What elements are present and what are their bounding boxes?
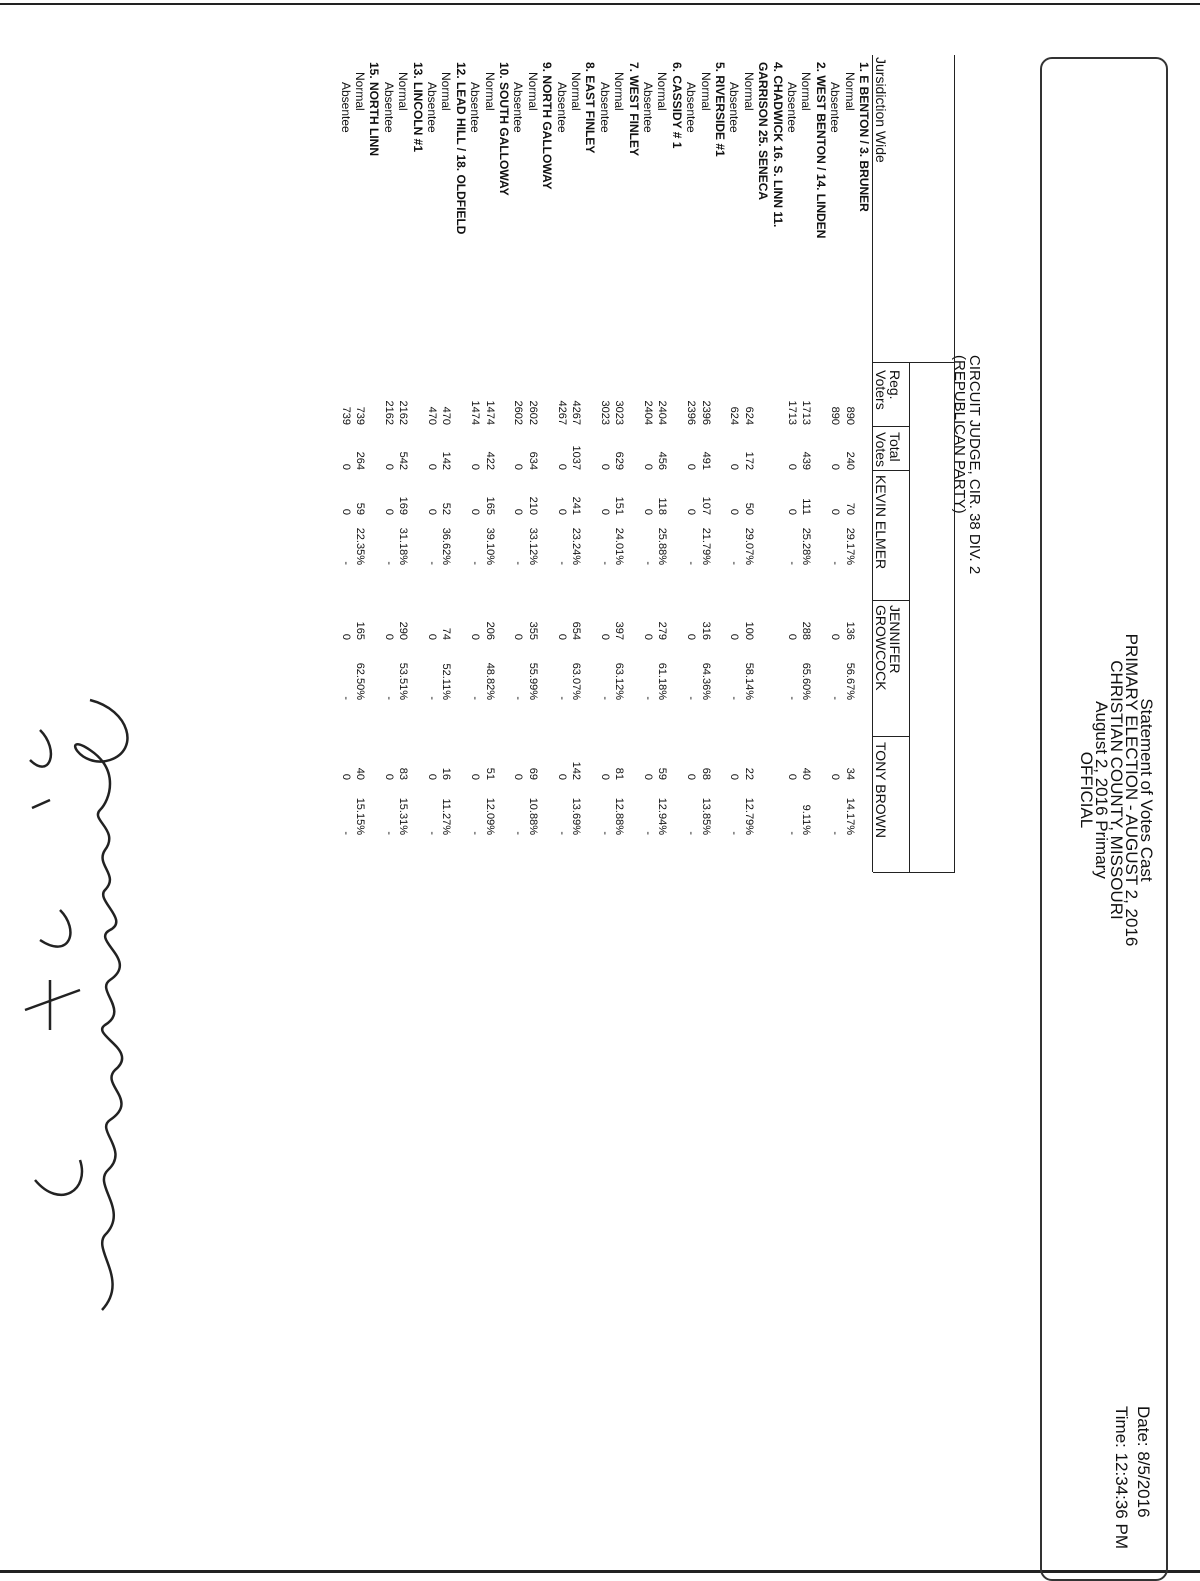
table-cell: 0 xyxy=(469,633,482,640)
vote-type-label: Normal xyxy=(439,72,454,111)
table-cell: 15.15% xyxy=(354,797,366,835)
table-cell: 0 xyxy=(685,633,698,640)
table-cell: 9.11% xyxy=(800,804,813,835)
table-cell: 51 xyxy=(483,767,496,780)
candidate-tony-brown-header: TONY BROWN xyxy=(873,742,889,838)
reg-voters-header xyxy=(874,370,902,410)
header-divider-1 xyxy=(873,426,910,427)
table-cell: 69 xyxy=(526,767,539,780)
table-cell: 22 xyxy=(742,767,755,780)
vote-type-label: Normal xyxy=(482,72,497,111)
table-cell: 13.69% xyxy=(570,797,582,835)
table-cell: 355 xyxy=(526,621,539,640)
column-header-bottom-rule xyxy=(872,362,873,872)
table-cell: 2162 xyxy=(382,400,395,425)
table-cell: 142 xyxy=(570,761,582,780)
table-cell: - xyxy=(469,696,482,700)
vote-type-label: Normal xyxy=(612,72,627,111)
vote-type-label: Absentee xyxy=(828,82,843,133)
table-cell: 2162 xyxy=(397,400,410,425)
table-cell: 0 xyxy=(685,508,698,515)
total-votes-header xyxy=(874,432,902,472)
table-cell: 0 xyxy=(829,633,842,640)
table-cell: - xyxy=(469,561,482,565)
total-votes-header-line2: Votes xyxy=(873,432,889,468)
table-cell: 422 xyxy=(483,451,496,470)
table-cell: - xyxy=(598,561,611,565)
table-cell: 0 xyxy=(829,463,842,470)
vote-type-label: Absentee xyxy=(597,82,612,133)
candidate-kevin-elmer-header: KEVIN ELMER xyxy=(873,475,889,570)
table-cell: 0 xyxy=(512,463,525,470)
table-cell: - xyxy=(829,831,842,835)
table-cell: 100 xyxy=(742,621,755,640)
table-cell: 23.24% xyxy=(570,527,582,565)
table-cell: 0 xyxy=(728,463,741,470)
vote-type-label: Absentee xyxy=(338,82,353,133)
header-divider-4 xyxy=(873,736,910,737)
table-cell: 0 xyxy=(598,773,611,780)
table-cell: - xyxy=(642,831,654,835)
table-cell: 739 xyxy=(339,406,352,425)
contest-party: (REPUBLICAN PARTY) xyxy=(951,355,968,514)
table-cell: 654 xyxy=(570,621,582,640)
table-cell: 0 xyxy=(426,773,438,780)
table-cell: 81 xyxy=(613,767,626,780)
table-cell: 172 xyxy=(742,451,755,470)
table-cell: 0 xyxy=(426,508,438,515)
table-cell: - xyxy=(426,831,438,835)
table-cell: 624 xyxy=(728,406,741,425)
table-cell: 111 xyxy=(800,498,813,515)
table-cell: - xyxy=(426,561,438,565)
precinct-label: 5. RIVERSIDE #1 xyxy=(713,62,727,157)
precinct-label: 7. WEST FINLEY xyxy=(626,62,641,157)
table-cell: 21.79% xyxy=(699,527,712,565)
table-cell: - xyxy=(642,696,654,700)
table-cell: 0 xyxy=(382,773,395,780)
table-cell: 12.88% xyxy=(613,797,626,835)
report-title: Statement of Votes Cast xyxy=(1137,698,1156,882)
table-cell: - xyxy=(829,696,842,700)
table-cell: 0 xyxy=(555,463,568,470)
table-cell: - xyxy=(685,561,698,565)
precinct-label: 13. LINCOLN #1 xyxy=(410,62,425,153)
precinct-label: 10. SOUTH GALLOWAY xyxy=(497,62,511,196)
table-cell: 397 xyxy=(613,621,626,640)
table-cell: - xyxy=(685,831,698,835)
table-cell: 2404 xyxy=(656,400,669,425)
precinct-label: 6. CASSIDY # 1 xyxy=(669,62,684,149)
vote-type-label: Normal xyxy=(799,72,814,111)
table-cell: 0 xyxy=(339,463,352,470)
table-cell: 288 xyxy=(800,621,813,640)
table-cell: 0 xyxy=(469,463,482,470)
table-cell: 0 xyxy=(786,508,798,515)
table-cell: 1474 xyxy=(483,400,496,425)
table-cell: 0 xyxy=(339,633,352,640)
table-cell: - xyxy=(728,696,741,700)
vote-type-label: Absentee xyxy=(468,82,483,133)
table-cell: 16 xyxy=(440,767,453,780)
table-cell: 0 xyxy=(685,463,698,470)
table-cell: - xyxy=(426,696,438,700)
table-cell: - xyxy=(339,561,352,565)
table-cell: - xyxy=(512,831,525,835)
table-cell: 470 xyxy=(440,406,453,425)
table-cell: - xyxy=(339,831,352,835)
table-cell: 59 xyxy=(656,767,669,780)
vote-type-label: Normal xyxy=(698,72,713,111)
table-cell: 0 xyxy=(642,633,654,640)
table-cell: 0 xyxy=(829,508,842,515)
table-cell: 0 xyxy=(555,773,568,780)
jurisdiction-header-rule xyxy=(872,55,873,365)
precinct-label: 9. NORTH GALLOWAY xyxy=(540,62,555,190)
vote-type-label: Absentee xyxy=(381,82,396,133)
table-cell: - xyxy=(728,831,741,835)
table-cell: 456 xyxy=(656,451,669,470)
table-cell: - xyxy=(786,696,798,700)
report-header xyxy=(1079,540,1154,1040)
table-cell: 0 xyxy=(642,463,654,470)
table-cell: 624 xyxy=(742,406,755,425)
table-cell: 11.27% xyxy=(440,798,453,835)
table-cell: 0 xyxy=(829,773,842,780)
vote-type-label: Absentee xyxy=(684,82,699,133)
table-cell: 25.28% xyxy=(800,527,813,565)
table-cell: 33.12% xyxy=(526,527,539,565)
table-cell: 542 xyxy=(397,451,410,470)
table-cell: - xyxy=(598,831,611,835)
table-cell: 25.88% xyxy=(656,527,669,565)
table-cell: 61.18% xyxy=(656,662,669,700)
table-cell: - xyxy=(555,561,568,565)
table-cell: 52.11% xyxy=(440,663,453,700)
table-cell: - xyxy=(555,696,568,700)
table-cell: 0 xyxy=(339,508,352,515)
table-cell: 0 xyxy=(469,773,482,780)
table-cell: 169 xyxy=(397,496,410,515)
table-cell: 2602 xyxy=(526,400,539,425)
vote-type-label: Absentee xyxy=(641,82,655,133)
table-cell: 890 xyxy=(829,406,842,425)
table-cell: 56.67% xyxy=(843,662,856,700)
vote-type-label: Normal xyxy=(569,72,583,111)
table-cell: 491 xyxy=(699,451,712,470)
table-cell: 12.79% xyxy=(742,797,755,835)
vote-type-label: Absentee xyxy=(785,82,799,133)
reg-voters-header-line2: Voters xyxy=(873,370,889,410)
table-cell: 40 xyxy=(354,767,366,780)
column-header-top-rule xyxy=(954,362,955,872)
table-cell: 1713 xyxy=(800,400,813,425)
table-cell: 0 xyxy=(598,508,611,515)
table-cell: 0 xyxy=(382,508,395,515)
table-cell: - xyxy=(382,831,395,835)
vote-type-label: Normal xyxy=(655,72,670,111)
table-cell: - xyxy=(512,561,525,565)
contest-left-rule xyxy=(954,55,955,370)
table-cell: 118 xyxy=(656,497,669,515)
table-cell: - xyxy=(786,831,798,835)
column-header-mid-rule xyxy=(909,362,910,872)
vote-type-label: Absentee xyxy=(727,82,742,133)
table-cell: 264 xyxy=(354,451,366,470)
vote-type-label: Normal xyxy=(741,72,756,111)
jurisdiction-header: Jursidiction Wide xyxy=(873,57,889,163)
table-cell: 0 xyxy=(512,773,525,780)
precinct-label: 2. WEST BENTON / 14. LINDEN xyxy=(813,62,828,239)
vote-type-label: Absentee xyxy=(554,82,569,133)
table-cell: 0 xyxy=(728,508,741,515)
table-cell: 64.36% xyxy=(699,662,712,700)
table-cell: 74 xyxy=(440,627,453,640)
table-cell: 3023 xyxy=(598,400,611,425)
table-cell: 0 xyxy=(786,633,798,640)
table-cell: 70 xyxy=(843,502,856,515)
report-time: Time: 12:34:36 PM xyxy=(1112,1406,1131,1549)
header-divider-2 xyxy=(873,470,910,471)
table-cell: - xyxy=(555,831,568,835)
header-divider-3 xyxy=(873,600,910,601)
table-cell: 4267 xyxy=(555,400,568,425)
table-cell: 22.35% xyxy=(354,527,366,565)
precinct-label: 15. NORTH LINN xyxy=(367,62,382,157)
vote-type-label: Normal xyxy=(353,72,367,111)
table-cell: 165 xyxy=(483,496,496,515)
table-cell: 0 xyxy=(728,633,741,640)
report-datetime xyxy=(1110,1406,1154,1549)
table-cell: 0 xyxy=(598,463,611,470)
table-cell: 2396 xyxy=(699,400,712,425)
table-cell: 210 xyxy=(526,496,539,515)
vote-type-label: Normal xyxy=(525,72,540,111)
report-date: Date: 8/5/2016 xyxy=(1134,1406,1153,1518)
reg-voters-header-line1: Reg. xyxy=(887,370,903,400)
table-cell: - xyxy=(786,561,798,565)
table-cell: 0 xyxy=(555,508,568,515)
table-cell: 34 xyxy=(843,767,856,780)
table-cell: 240 xyxy=(843,451,856,470)
table-cell: 0 xyxy=(339,773,352,780)
table-cell: 0 xyxy=(642,508,654,515)
table-cell: 52 xyxy=(440,502,453,515)
table-cell: 83 xyxy=(397,767,410,780)
county-name: CHRISTIAN COUNTY, MISSOURI xyxy=(1107,660,1126,920)
table-cell: 439 xyxy=(800,451,813,470)
table-cell: 629 xyxy=(613,451,626,470)
table-cell: 0 xyxy=(786,773,798,780)
table-right-divider xyxy=(873,872,955,873)
table-cell: - xyxy=(728,561,741,565)
table-cell: 206 xyxy=(483,621,496,640)
table-cell: 0 xyxy=(382,633,395,640)
election-name: PRIMARY ELECTION - AUGUST 2, 2016 xyxy=(1122,633,1141,947)
table-cell: 15.31% xyxy=(397,797,410,835)
table-cell: - xyxy=(685,696,698,700)
table-cell: 241 xyxy=(570,496,582,515)
contest-heading xyxy=(952,355,982,574)
table-cell: 58.14% xyxy=(742,662,755,700)
table-cell: 739 xyxy=(354,406,366,425)
table-cell: - xyxy=(469,831,482,835)
table-cell: 107 xyxy=(699,496,712,515)
table-cell: - xyxy=(382,561,395,565)
contest-title: CIRCUIT JUDGE, CIR. 38 DIV. 2 xyxy=(966,355,983,575)
official-status: OFFICIAL xyxy=(1077,751,1096,829)
table-cell: 470 xyxy=(426,406,438,425)
table-cell: 136 xyxy=(843,621,856,640)
precinct-label: 4. CHADWICK 16. S. LINN 11. xyxy=(770,62,785,228)
official-signature xyxy=(10,690,200,1390)
table-cell: 14.17% xyxy=(843,797,856,835)
table-cell: 63.07% xyxy=(570,662,582,700)
table-cell: - xyxy=(512,696,525,700)
candidate-growcock-header-line2: GROWCOCK xyxy=(873,605,889,691)
candidate-jennifer-header-line1: JENNIFER xyxy=(887,605,903,674)
table-cell: 59 xyxy=(354,502,366,515)
precinct-label: GARRISON 25. SENECA xyxy=(756,62,771,201)
precinct-label: 8. EAST FINLEY xyxy=(583,62,598,154)
table-cell: 48.82% xyxy=(483,662,496,700)
vote-type-label: Normal xyxy=(842,72,857,111)
table-cell: 142 xyxy=(440,451,453,470)
table-cell: 10.88% xyxy=(526,797,539,835)
table-cell: 53.51% xyxy=(397,662,410,700)
table-cell: 2602 xyxy=(512,400,525,425)
table-cell: 39.10% xyxy=(483,527,496,565)
table-cell: 316 xyxy=(699,621,712,640)
vote-type-label: Absentee xyxy=(511,82,526,133)
table-cell: 50 xyxy=(742,502,755,515)
table-cell: 12.09% xyxy=(483,797,496,835)
election-subtitle: August 2, 2016 Primary xyxy=(1092,701,1111,879)
table-cell: 13.85% xyxy=(699,797,712,835)
precinct-label: 12. LEAD HILL / 18. OLDFIELD xyxy=(453,62,468,235)
total-votes-header-line1: Total xyxy=(887,432,903,462)
table-cell: 63.12% xyxy=(613,662,626,700)
table-cell: 31.18% xyxy=(397,527,410,565)
table-cell: 890 xyxy=(843,406,856,425)
table-cell: 0 xyxy=(469,508,482,515)
table-cell: 0 xyxy=(512,633,525,640)
table-cell: 0 xyxy=(642,773,654,780)
table-cell: 0 xyxy=(598,633,611,640)
candidate-jennifer-growcock-header xyxy=(874,605,902,691)
table-cell: 68 xyxy=(699,767,712,780)
vote-type-label: Absentee xyxy=(425,82,439,133)
table-cell: 36.62% xyxy=(440,527,453,565)
table-cell: - xyxy=(829,561,842,565)
table-cell: 1713 xyxy=(786,400,798,425)
table-cell: 0 xyxy=(426,463,438,470)
table-cell: 1037 xyxy=(570,445,582,470)
table-cell: 29.17% xyxy=(843,527,856,565)
table-cell: - xyxy=(339,696,352,700)
table-cell: - xyxy=(382,696,395,700)
table-cell: 0 xyxy=(786,463,798,470)
table-cell: 165 xyxy=(354,621,366,640)
precinct-label: 1. E BENTON / 3. BRUNER xyxy=(857,62,871,212)
table-cell: 634 xyxy=(526,451,539,470)
table-cell: 62.50% xyxy=(354,662,366,700)
table-cell: 0 xyxy=(728,773,741,780)
table-cell: 65.60% xyxy=(800,662,813,700)
table-cell: 55.99% xyxy=(526,662,539,700)
table-cell: 2404 xyxy=(642,400,654,425)
table-cell: - xyxy=(642,561,654,565)
table-cell: 0 xyxy=(685,773,698,780)
table-cell: 0 xyxy=(382,463,395,470)
table-cell: 0 xyxy=(555,633,568,640)
label-column-divider xyxy=(873,362,955,363)
table-cell: 24.01% xyxy=(613,527,626,565)
table-cell: 40 xyxy=(800,767,813,780)
vote-type-label: Normal xyxy=(396,72,411,111)
table-cell: 0 xyxy=(512,508,525,515)
table-cell: 1474 xyxy=(469,400,482,425)
table-cell: 0 xyxy=(426,633,438,640)
table-cell: 12.94% xyxy=(656,797,669,835)
table-cell: 290 xyxy=(397,621,410,640)
table-cell: 2396 xyxy=(685,400,698,425)
table-cell: 4267 xyxy=(570,400,582,425)
table-cell: 151 xyxy=(613,496,626,515)
table-cell: - xyxy=(598,696,611,700)
table-cell: 29.07% xyxy=(742,527,755,565)
table-cell: 279 xyxy=(656,621,669,640)
table-cell: 3023 xyxy=(613,400,626,425)
